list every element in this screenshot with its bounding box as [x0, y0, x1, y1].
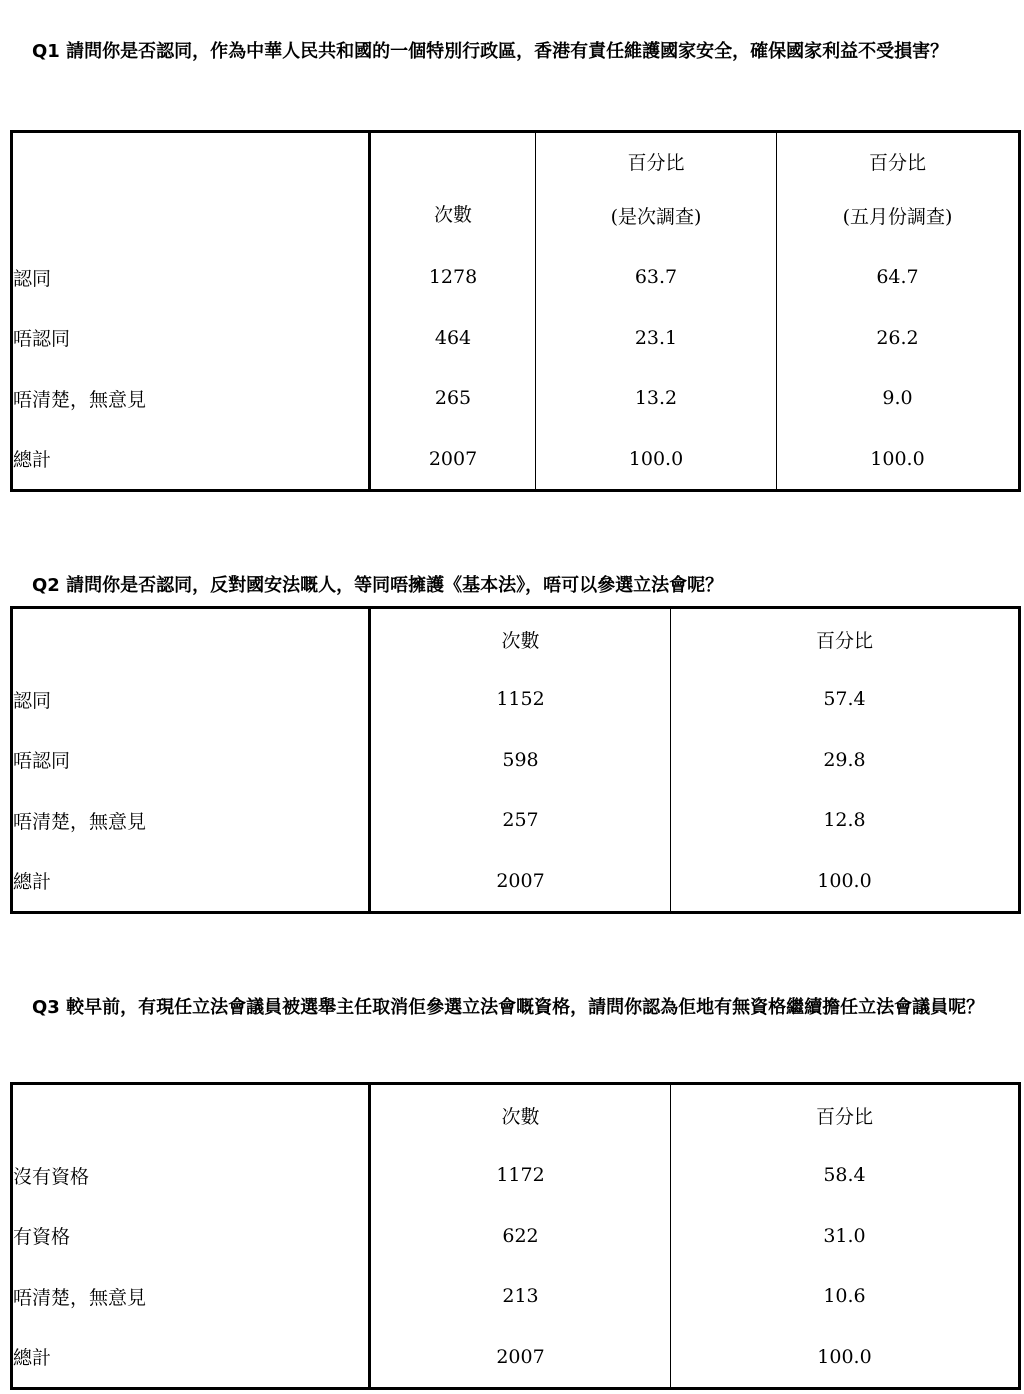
- row-pct: 10.6: [671, 1266, 1020, 1327]
- row-pct: 100.0: [536, 429, 777, 491]
- row-count: 598: [370, 730, 671, 791]
- table-row: [12, 1145, 1020, 1206]
- row-pct-may: 64.7: [777, 247, 1020, 308]
- table-row-total: [12, 429, 1020, 491]
- row-count: 1172: [370, 1145, 671, 1206]
- q3-question: Q3 較早前，有現任立法會議員被選舉主任取消佢參選立法會嘅資格，請問你認為佢地有無資格繼續擔任立法會議員呢？: [32, 997, 985, 1018]
- q2-table: [10, 606, 1021, 914]
- row-pct-may: 9.0: [777, 368, 1020, 429]
- q3-header-row: [12, 1084, 1020, 1146]
- q1-table: [10, 130, 1021, 492]
- table-row: [12, 790, 1020, 851]
- q1-header-pct-current: 百分比 (是次調查): [536, 132, 777, 248]
- q3-header-empty: [12, 1084, 370, 1146]
- row-label: 唔認同: [13, 750, 71, 773]
- q1-header-row: [12, 132, 1020, 248]
- row-pct: 58.4: [671, 1145, 1020, 1206]
- q1-header-empty: [12, 132, 370, 248]
- q2-header-count: 次數: [370, 608, 671, 670]
- row-label: 沒有資格: [13, 1165, 90, 1188]
- q1-header-count: 次數: [370, 132, 536, 248]
- row-label: 唔清楚，無意見: [13, 388, 147, 411]
- q2-header-row: [12, 608, 1020, 670]
- row-count: 622: [370, 1206, 671, 1267]
- row-label: 認同: [13, 689, 52, 712]
- row-label: 總計: [13, 871, 52, 894]
- q2-header-empty: [12, 608, 370, 670]
- row-pct: 29.8: [671, 730, 1020, 791]
- row-count: 2007: [370, 1327, 671, 1389]
- row-label: 唔認同: [13, 328, 71, 351]
- row-pct: 13.2: [536, 368, 777, 429]
- table-row: [12, 669, 1020, 730]
- q2-header-pct: 百分比: [671, 608, 1020, 670]
- row-count: 1278: [370, 247, 536, 308]
- table-row: [12, 368, 1020, 429]
- q3-table: [10, 1082, 1021, 1390]
- row-pct: 63.7: [536, 247, 777, 308]
- row-label: 總計: [13, 449, 52, 472]
- table-row: [12, 308, 1020, 369]
- row-label: 唔清楚，無意見: [13, 810, 147, 833]
- table-row: [12, 730, 1020, 791]
- q3-header-count: 次數: [370, 1084, 671, 1146]
- row-label: 唔清楚，無意見: [13, 1286, 147, 1309]
- row-label: 總計: [13, 1347, 52, 1370]
- row-count: 257: [370, 790, 671, 851]
- q3-header-pct: 百分比: [671, 1084, 1020, 1146]
- row-pct: 100.0: [671, 1327, 1020, 1389]
- q1-header-pct-may: 百分比 (五月份調查): [777, 132, 1020, 248]
- row-count: 1152: [370, 669, 671, 730]
- table-row-total: [12, 1327, 1020, 1389]
- row-pct: 100.0: [671, 851, 1020, 913]
- table-row: [12, 1266, 1020, 1327]
- row-pct: 31.0: [671, 1206, 1020, 1267]
- row-pct: 12.8: [671, 790, 1020, 851]
- row-count: 2007: [370, 429, 536, 491]
- row-pct-may: 100.0: [777, 429, 1020, 491]
- row-count: 213: [370, 1266, 671, 1327]
- row-pct: 57.4: [671, 669, 1020, 730]
- row-pct: 23.1: [536, 308, 777, 369]
- row-count: 464: [370, 308, 536, 369]
- q1-question: Q1 請問你是否認同，作為中華人民共和國的一個特別行政區，香港有責任維護國家安全，確保國家利益不受損害？: [32, 41, 949, 62]
- row-pct-may: 26.2: [777, 308, 1020, 369]
- row-label: 認同: [13, 267, 52, 290]
- table-row: [12, 1206, 1020, 1267]
- row-count: 2007: [370, 851, 671, 913]
- row-label: 有資格: [13, 1226, 71, 1249]
- q2-question: Q2 請問你是否認同，反對國安法嘅人，等同唔擁護《基本法》，唔可以參選立法會呢？: [32, 575, 724, 596]
- table-row: [12, 247, 1020, 308]
- table-row-total: [12, 851, 1020, 913]
- row-count: 265: [370, 368, 536, 429]
